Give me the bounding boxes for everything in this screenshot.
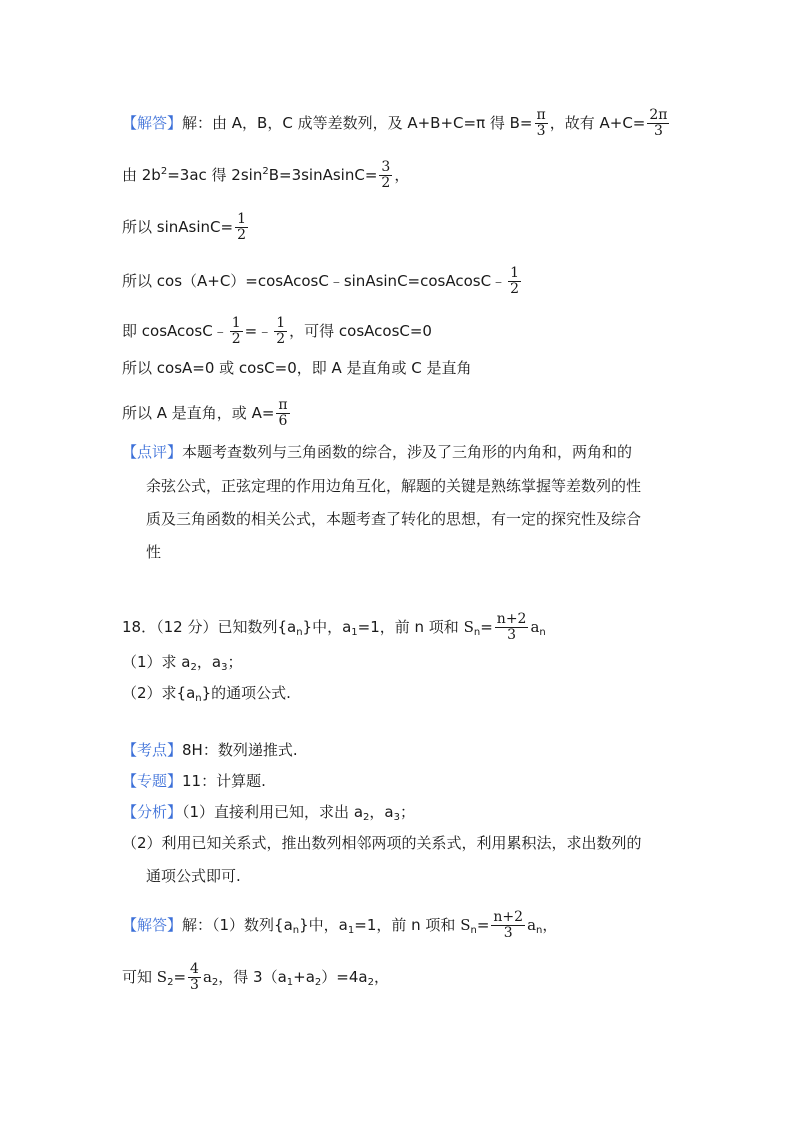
answer-tag: 【解答】 (122, 114, 183, 132)
topic-tag: 【专题】 (122, 772, 183, 790)
fraction: $\frac{2\pi}{3}$ (649, 107, 668, 139)
solution-line-1: 【解答】解：由 A，B，C 成等差数列，及 A+B+C=π 得 B= $\frac{\pi}{3}$ ，故有 A+C= $\frac{2\pi}{3}$ (122, 107, 668, 139)
fraction: $\frac{1}{2}$ (276, 315, 286, 347)
question-part-1: （1）求 $a_2$，$a_3$； (122, 653, 243, 673)
problem-18-statement: 18．（12 分）已知数列$\{a_n\}$中，$a_1=1$，前 n 项和 $S_n=$ $\frac{n+2}{3}$ $a_n$ (122, 611, 546, 643)
comment-line-3: 质及三角函数的相关公式，本题考查了转化的思想，有一定的探究性及综合 (146, 510, 642, 528)
solution-line-7: 所以 A 是直角，或 A= $\frac{\pi}{6}$ (122, 397, 288, 429)
solution-line-6: 所以 cosA=0 或 cosC=0，即 A 是直角或 C 是直角 (122, 359, 472, 377)
solution-line-4: 所以 cos（A+C）=cosAcosC﹣sinAsinC=cosAcosC﹣ $\frac{1}{2}$ (122, 265, 519, 297)
knowledge-point: 【考点】8H：数列递推式. (122, 741, 298, 759)
fraction: $\frac{1}{2}$ (510, 265, 519, 297)
analysis-tag: 【分析】 (122, 803, 183, 821)
fraction: $\frac{4}{3}$ (190, 961, 199, 993)
question-part-2: （2）求$\{a_n\}$的通项公式. (122, 684, 291, 704)
analysis-line-2: （2）利用已知关系式，推出数列相邻两项的关系式，利用累积法，求出数列的 (122, 834, 642, 852)
solution-line-5: 即 cosAcosC﹣ $\frac{1}{2}$ =﹣ $\frac{1}{2}$ ，可得 cosAcosC=0 (122, 315, 432, 347)
comment-line-1: 【点评】本题考查数列与三角函数的综合，涉及了三角形的内角和，两角和的 (122, 443, 633, 461)
fraction: $\frac{n+2}{3}$ (496, 611, 527, 643)
knowledge-tag: 【考点】 (122, 741, 183, 759)
fraction: $\frac{\pi}{6}$ (278, 397, 288, 429)
topic: 【专题】11：计算题. (122, 772, 266, 790)
fraction: $\frac{1}{2}$ (237, 211, 246, 243)
answer-line-1: 【解答】解：（1）数列$\{a_n\}$中，$a_1=1$，前 n 项和 $S_n=$ $\frac{n+2}{3}$ $a_n$， (122, 909, 558, 941)
comment-line-4: 性 (146, 543, 162, 561)
answer-tag: 【解答】 (122, 916, 183, 934)
fraction: $\frac{n+2}{3}$ (493, 909, 524, 941)
fraction: $\frac{\pi}{3}$ (536, 107, 546, 139)
solution-line-3: 所以 sinAsinC= $\frac{1}{2}$ (122, 211, 246, 243)
fraction: $\frac{1}{2}$ (231, 315, 241, 347)
analysis-line-1: 【分析】（1）直接利用已知，求出 $a_2$，$a_3$； (122, 803, 415, 823)
answer-line-2: 可知 $S_2=$ $\frac{4}{3}$ $a_2$，得 $3(a_1+a_2)=4a_2$， (122, 961, 389, 993)
solution-line-2: 由 $2b^2=3ac$ 得 $2\sin^2B=3sinAsinC=$ $\frac{3}{2}$ ， (122, 159, 410, 191)
comment-line-2: 余弦公式，正弦定理的作用边角互化，解题的关键是熟练掌握等差数列的性 (146, 477, 642, 495)
fraction: $\frac{3}{2}$ (381, 159, 391, 191)
analysis-line-3: 通项公式即可. (146, 867, 241, 885)
comment-tag: 【点评】 (122, 443, 183, 461)
